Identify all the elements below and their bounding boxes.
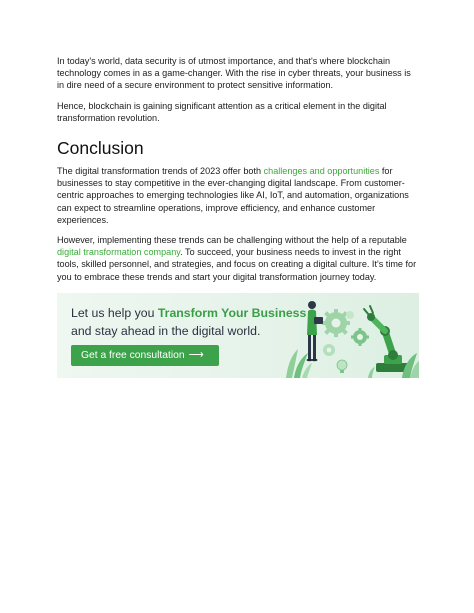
- lightbulb-icon: [337, 360, 347, 373]
- implementation-text-start: However, implementing these trends can be challenging without the help of a reputable: [57, 235, 407, 246]
- document-body: [57, 55, 419, 283]
- digital-transformation-company-link[interactable]: digital transformation company: [57, 247, 181, 258]
- conclusion-text-start: The digital transformation trends of 2023 offer both: [57, 166, 264, 177]
- banner-headline-highlight: Transform Your Business: [157, 306, 307, 320]
- paragraph-blockchain-security: In today's world, data security is of utmost importance, and that's where blockchain technology comes in as a game-changer. With the rise in cyber threats, your business is in dire need of a secure environment to protect sensitive information.: [57, 56, 411, 91]
- cta-banner[interactable]: [57, 293, 419, 378]
- banner-illustration: [284, 293, 419, 378]
- implementation-text-end: . To succeed, your business needs to invest in the right tools, skilled personnel, and strategies, and focus on creating a digital culture. It's time for you to embrace these trends and start your digital transformation journey today.: [57, 247, 417, 282]
- banner-headline-prefix: Let us help you: [71, 306, 158, 320]
- banner-headline: [71, 306, 306, 320]
- robot-arm-icon: [364, 306, 410, 372]
- free-consultation-button[interactable]: [71, 345, 219, 366]
- paragraph-blockchain-attention: Hence, blockchain is gaining significant attention as a critical element in the digital transformation revolution.: [57, 100, 387, 123]
- arrow-right-icon: ⟶: [188, 350, 204, 361]
- paragraph-conclusion-trends: [57, 165, 419, 226]
- paragraph-conclusion-implementation: [57, 234, 419, 283]
- person-with-tablet-icon: [307, 301, 324, 361]
- conclusion-text-end: for businesses to stay competitive in the ever-changing digital landscape. From customer-centric approaches to emerging technologies like AI, IoT, and automation, organizations can expect to streamline operations, improve efficiency, and enhance customer experiences.: [57, 166, 409, 225]
- gear-icon: [322, 309, 369, 356]
- free-consultation-label: Get a free consultation: [81, 350, 185, 361]
- banner-subline: and stay ahead in the digital world.: [71, 324, 261, 338]
- conclusion-heading: Conclusion: [57, 138, 144, 159]
- challenges-opportunities-link[interactable]: challenges and opportunities: [263, 166, 380, 177]
